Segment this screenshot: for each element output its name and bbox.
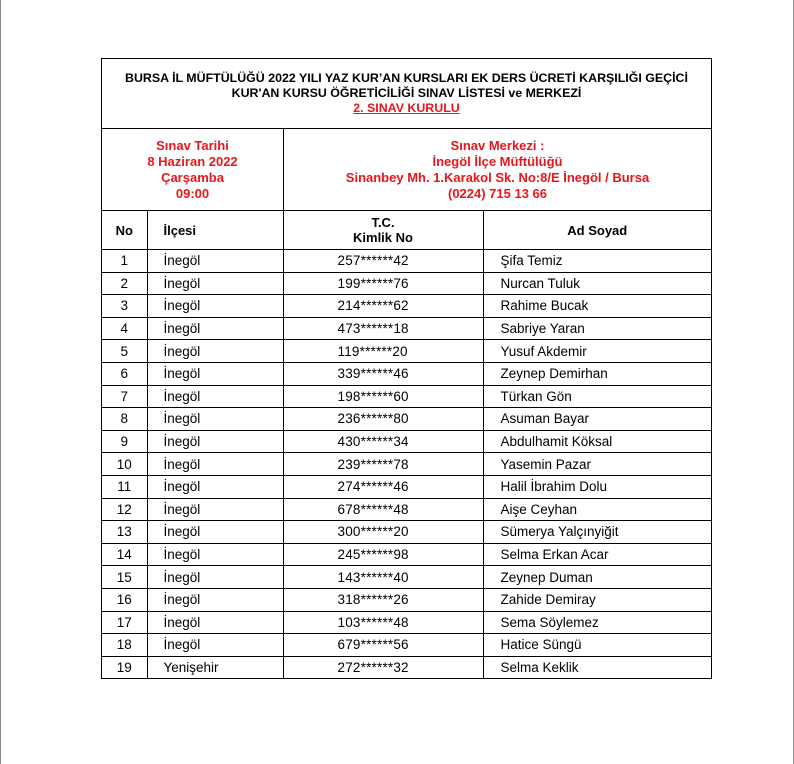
cell-tc: 473******18 <box>283 317 483 340</box>
cell-ilce: İnegöl <box>147 408 283 431</box>
cell-tc: 103******48 <box>283 611 483 634</box>
exam-time: 09:00 <box>175 185 210 201</box>
table-row <box>102 295 711 318</box>
cell-ilce: İnegöl <box>147 272 283 295</box>
table-row <box>102 385 711 408</box>
cell-no: 18 <box>102 634 147 657</box>
table-header-row <box>102 211 711 250</box>
exam-day: Çarşamba <box>161 169 224 185</box>
table-row <box>102 588 711 611</box>
cell-no: 13 <box>102 521 147 544</box>
cell-no: 3 <box>102 295 147 318</box>
header-tc-line1: T.C. <box>371 215 395 230</box>
cell-ad-soyad: Şifa Temiz <box>483 250 711 273</box>
cell-no: 17 <box>102 611 147 634</box>
exam-center-label: Sınav Merkezi : <box>450 137 545 153</box>
exam-info-row <box>102 129 711 211</box>
cell-ad-soyad: Zeynep Duman <box>483 566 711 589</box>
table-row <box>102 498 711 521</box>
cell-no: 19 <box>102 656 147 678</box>
cell-ad-soyad: Sümerya Yalçınyiğit <box>483 521 711 544</box>
exam-center-address: Sinanbey Mh. 1.Karakol Sk. No:8/E İnegöl / Bursa <box>345 169 650 185</box>
table-row <box>102 543 711 566</box>
cell-tc: 119******20 <box>283 340 483 363</box>
exam-board-subtitle: 2. SINAV KURULU <box>353 101 460 115</box>
cell-ilce: İnegöl <box>147 250 283 273</box>
cell-no: 5 <box>102 340 147 363</box>
candidate-rows <box>102 250 711 679</box>
cell-ilce: İnegöl <box>147 385 283 408</box>
cell-tc: 198******60 <box>283 385 483 408</box>
cell-no: 6 <box>102 362 147 385</box>
cell-tc: 143******40 <box>283 566 483 589</box>
cell-ad-soyad: Nurcan Tuluk <box>483 272 711 295</box>
cell-ad-soyad: Selma Erkan Acar <box>483 543 711 566</box>
title-block <box>102 59 711 129</box>
cell-tc: 678******48 <box>283 498 483 521</box>
table-row <box>102 250 711 273</box>
cell-tc: 300******20 <box>283 521 483 544</box>
header-no: No <box>102 211 147 250</box>
document-title-line1: BURSA İL MÜFTÜLÜĞÜ 2022 YILI YAZ KUR’AN KURSLARI EK DERS ÜCRETİ KARŞILIĞI GEÇİCİ <box>125 71 688 85</box>
cell-ilce: İnegöl <box>147 430 283 453</box>
cell-ilce: İnegöl <box>147 340 283 363</box>
cell-no: 2 <box>102 272 147 295</box>
cell-ilce: İnegöl <box>147 566 283 589</box>
cell-ad-soyad: Zeynep Demirhan <box>483 362 711 385</box>
table-row <box>102 430 711 453</box>
cell-no: 8 <box>102 408 147 431</box>
cell-ad-soyad: Sema Söylemez <box>483 611 711 634</box>
exam-list-sheet <box>101 58 712 679</box>
table-row <box>102 408 711 431</box>
exam-center-name: İnegöl İlçe Müftülüğü <box>432 153 563 169</box>
cell-ad-soyad: Zahide Demiray <box>483 588 711 611</box>
cell-tc: 679******56 <box>283 634 483 657</box>
cell-ad-soyad: Türkan Gön <box>483 385 711 408</box>
cell-tc: 274******46 <box>283 475 483 498</box>
cell-ilce: Yenişehir <box>147 656 283 678</box>
table-row <box>102 566 711 589</box>
cell-tc: 199******76 <box>283 272 483 295</box>
table-row <box>102 362 711 385</box>
cell-ilce: İnegöl <box>147 475 283 498</box>
header-tc <box>283 211 483 250</box>
cell-no: 9 <box>102 430 147 453</box>
cell-ilce: İnegöl <box>147 498 283 521</box>
cell-ad-soyad: Rahime Bucak <box>483 295 711 318</box>
table-row <box>102 521 711 544</box>
cell-tc: 318******26 <box>283 588 483 611</box>
candidate-table <box>102 211 711 678</box>
cell-ad-soyad: Sabriye Yaran <box>483 317 711 340</box>
page-edge-left <box>0 0 1 764</box>
table-row <box>102 634 711 657</box>
table-row <box>102 656 711 678</box>
cell-no: 12 <box>102 498 147 521</box>
cell-ilce: İnegöl <box>147 634 283 657</box>
cell-ad-soyad: Selma Keklik <box>500 659 579 675</box>
cell-ad-soyad: Abdulhamit Köksal <box>483 430 711 453</box>
cell-tc: 257******42 <box>283 250 483 273</box>
cell-ad-soyad: Asuman Bayar <box>483 408 711 431</box>
exam-date: 8 Haziran 2022 <box>147 153 238 169</box>
cell-no: 16 <box>102 588 147 611</box>
cell-ilce: İnegöl <box>147 611 283 634</box>
exam-center-block <box>284 129 711 210</box>
cell-ad-soyad: Yusuf Akdemir <box>483 340 711 363</box>
cell-ilce: İnegöl <box>147 295 283 318</box>
table-row <box>102 340 711 363</box>
table-row <box>102 453 711 476</box>
cell-ilce: İnegöl <box>147 453 283 476</box>
cell-no: 4 <box>102 317 147 340</box>
cell-no: 10 <box>102 453 147 476</box>
exam-center-phone: (0224) 715 13 66 <box>447 185 548 201</box>
cell-ilce: İnegöl <box>147 543 283 566</box>
cell-no: 11 <box>102 475 147 498</box>
cell-ilce: İnegöl <box>147 362 283 385</box>
cell-no: 14 <box>102 543 147 566</box>
cell-tc: 245******98 <box>283 543 483 566</box>
cell-tc: 214******62 <box>283 295 483 318</box>
cell-ilce: İnegöl <box>147 521 283 544</box>
header-tc-line2: Kimlik No <box>353 230 413 245</box>
exam-date-block <box>102 129 284 210</box>
cell-ilce: İnegöl <box>147 317 283 340</box>
cell-ad-soyad: Halil İbrahim Dolu <box>483 475 711 498</box>
header-ilce: İlçesi <box>147 211 283 250</box>
table-row <box>102 317 711 340</box>
cell-no: 7 <box>102 385 147 408</box>
table-row <box>102 611 711 634</box>
cell-ilce: İnegöl <box>147 588 283 611</box>
cell-tc: 339******46 <box>283 362 483 385</box>
cell-no: 15 <box>102 566 147 589</box>
cell-tc: 272******32 <box>283 656 483 678</box>
cell-ad-soyad: Hatice Süngü <box>483 634 711 657</box>
document-title-line2: KUR'AN KURSU ÖĞRETİCİLİĞİ SINAV LİSTESİ ve MERKEZİ <box>231 86 582 100</box>
cell-no: 1 <box>102 250 147 273</box>
exam-date-label: Sınav Tarihi <box>156 137 229 153</box>
cell-tc: 430******34 <box>283 430 483 453</box>
cell-ad-soyad: Yasemin Pazar <box>483 453 711 476</box>
table-row <box>102 272 711 295</box>
header-ad-soyad: Ad Soyad <box>483 211 711 250</box>
cell-tc: 239******78 <box>283 453 483 476</box>
cell-tc: 236******80 <box>283 408 483 431</box>
cell-ad-soyad: Aişe Ceyhan <box>483 498 711 521</box>
table-row <box>102 475 711 498</box>
